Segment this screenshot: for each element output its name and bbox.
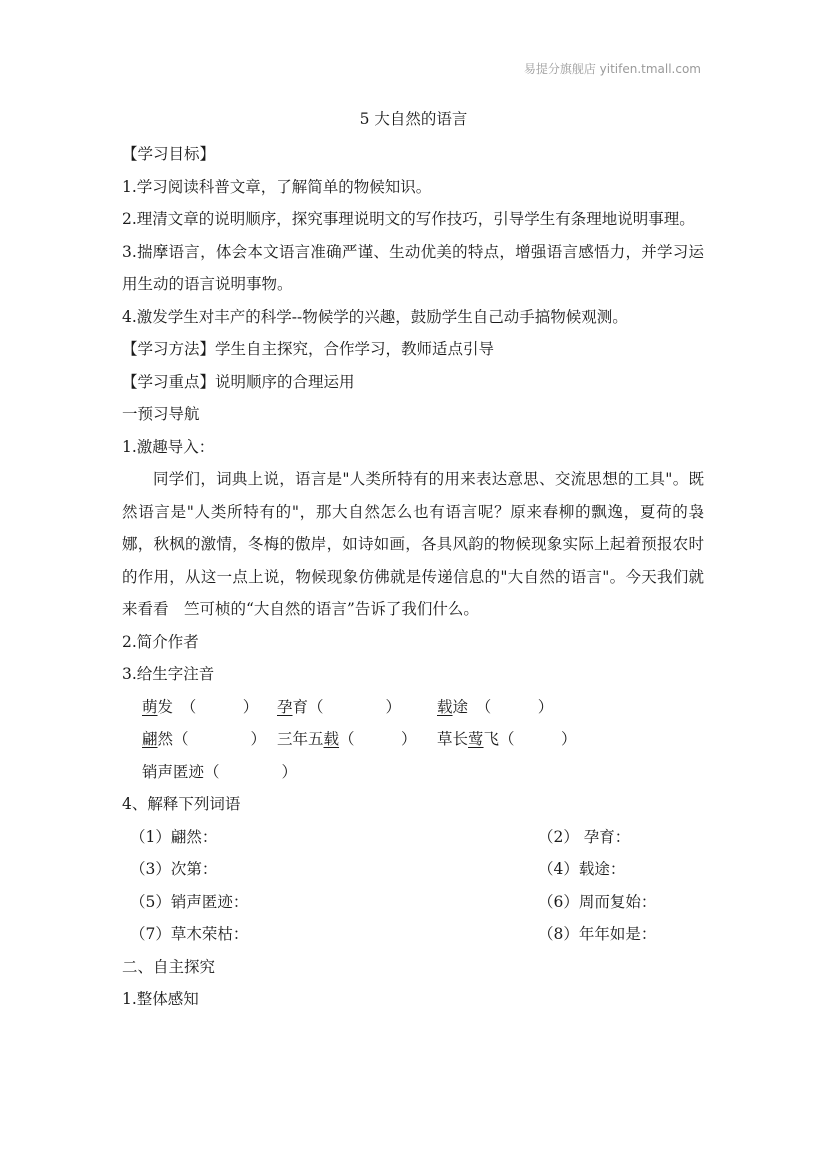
- definition-item: （7）草木荣枯：: [130, 925, 249, 943]
- definition-item: （1）翩然：: [130, 827, 218, 846]
- objective-1: 1.学习阅读科普文章，了解简单的物候知识。: [122, 177, 432, 196]
- definition-item: （4）载途：: [538, 860, 626, 878]
- definition-item: （2） 孕育：: [538, 827, 631, 846]
- underlined-char: 萌: [142, 697, 158, 716]
- pinyin-row-3: [122, 756, 704, 789]
- study-focus-label: 【学习重点】: [122, 372, 216, 391]
- pinyin-item: 翩然（ ）: [142, 730, 267, 748]
- study-focus: [122, 366, 704, 399]
- section-preview-heading: 一预习导航: [122, 405, 200, 423]
- underlined-char: 载: [437, 697, 453, 716]
- study-method: [122, 333, 704, 366]
- underlined-char: 孕: [277, 697, 293, 716]
- underlined-char: 莺: [468, 730, 484, 748]
- pinyin-item: 草长莺飞（ ）: [437, 730, 577, 748]
- intro-paragraph: 同学们，词典上说，语言是"人类所特有的用来表达意思、交流思想的工具"。既然语言是"人类所特有的"，那大自然怎么也有语言呢？原来春柳的飘逸，夏荷的袅娜，秋枫的激情，冬梅的傲岸，如诗如画，各具风韵的物候现象实际上起着预报农时的作用，从这一点上说，物候现象仿佛就是传递信息的"大自然的语言"。今天我们就来看看 竺可桢的“大自然的语言”告诉了我们什么。: [122, 470, 704, 618]
- author-heading: 2.简介作者: [122, 632, 199, 651]
- objective-4: 4.激发学生对丰产的科学--物候学的兴趣，鼓励学生自己动手搞物候观测。: [122, 307, 628, 326]
- study-method-label: 【学习方法】: [122, 340, 216, 358]
- objective-2: 2.理清文章的说明顺序，探究事理说明文的写作技巧，引导学生有条理地说明事理。: [122, 210, 695, 228]
- definition-item: （8）年年如是：: [538, 925, 657, 943]
- document-body: [122, 138, 704, 1016]
- intro-heading: 1.激趣导入：: [122, 437, 215, 456]
- definition-row: [122, 886, 704, 919]
- definition-row: [122, 853, 704, 886]
- pinyin-row-1: [122, 691, 704, 724]
- page-title: 5 大自然的语言: [359, 110, 468, 128]
- pinyin-item: 载途 （ ）: [437, 697, 554, 716]
- watermark: 易提分旗舰店 yitifen.tmall.com: [523, 62, 701, 76]
- underlined-char: 翩: [142, 730, 158, 748]
- definition-item: （3）次第：: [130, 860, 218, 878]
- pinyin-heading: 3.给生字注音: [122, 665, 215, 683]
- study-method-text: 学生自主探究，合作学习，教师适点引导: [215, 340, 495, 358]
- pinyin-item: 三年五载（ ）: [277, 730, 417, 748]
- section-explore-heading: 二、自主探究: [122, 957, 216, 976]
- definition-row: [122, 821, 704, 854]
- study-focus-text: 说明顺序的合理运用: [215, 372, 355, 391]
- overall-heading: 1.整体感知: [122, 990, 199, 1008]
- pinyin-item: 萌发 （ ）: [142, 697, 259, 716]
- objective-3: 3.揣摩语言，体会本文语言准确严谨、生动优美的特点，增强语言感悟力，并学习运用生动的语言说明事物。: [122, 242, 704, 293]
- definition-item: （5）销声匿迹：: [130, 892, 249, 911]
- objectives-header: 【学习目标】: [122, 145, 216, 163]
- definition-item: （6）周而复始：: [538, 892, 657, 911]
- underlined-char: 载: [323, 730, 340, 748]
- definition-row: [122, 918, 704, 951]
- pinyin-item: 销声匿迹（ ）: [142, 762, 298, 781]
- define-heading: 4、解释下列词语: [122, 795, 241, 813]
- pinyin-item: 孕育（ ）: [277, 697, 402, 716]
- pinyin-row-2: [122, 723, 704, 756]
